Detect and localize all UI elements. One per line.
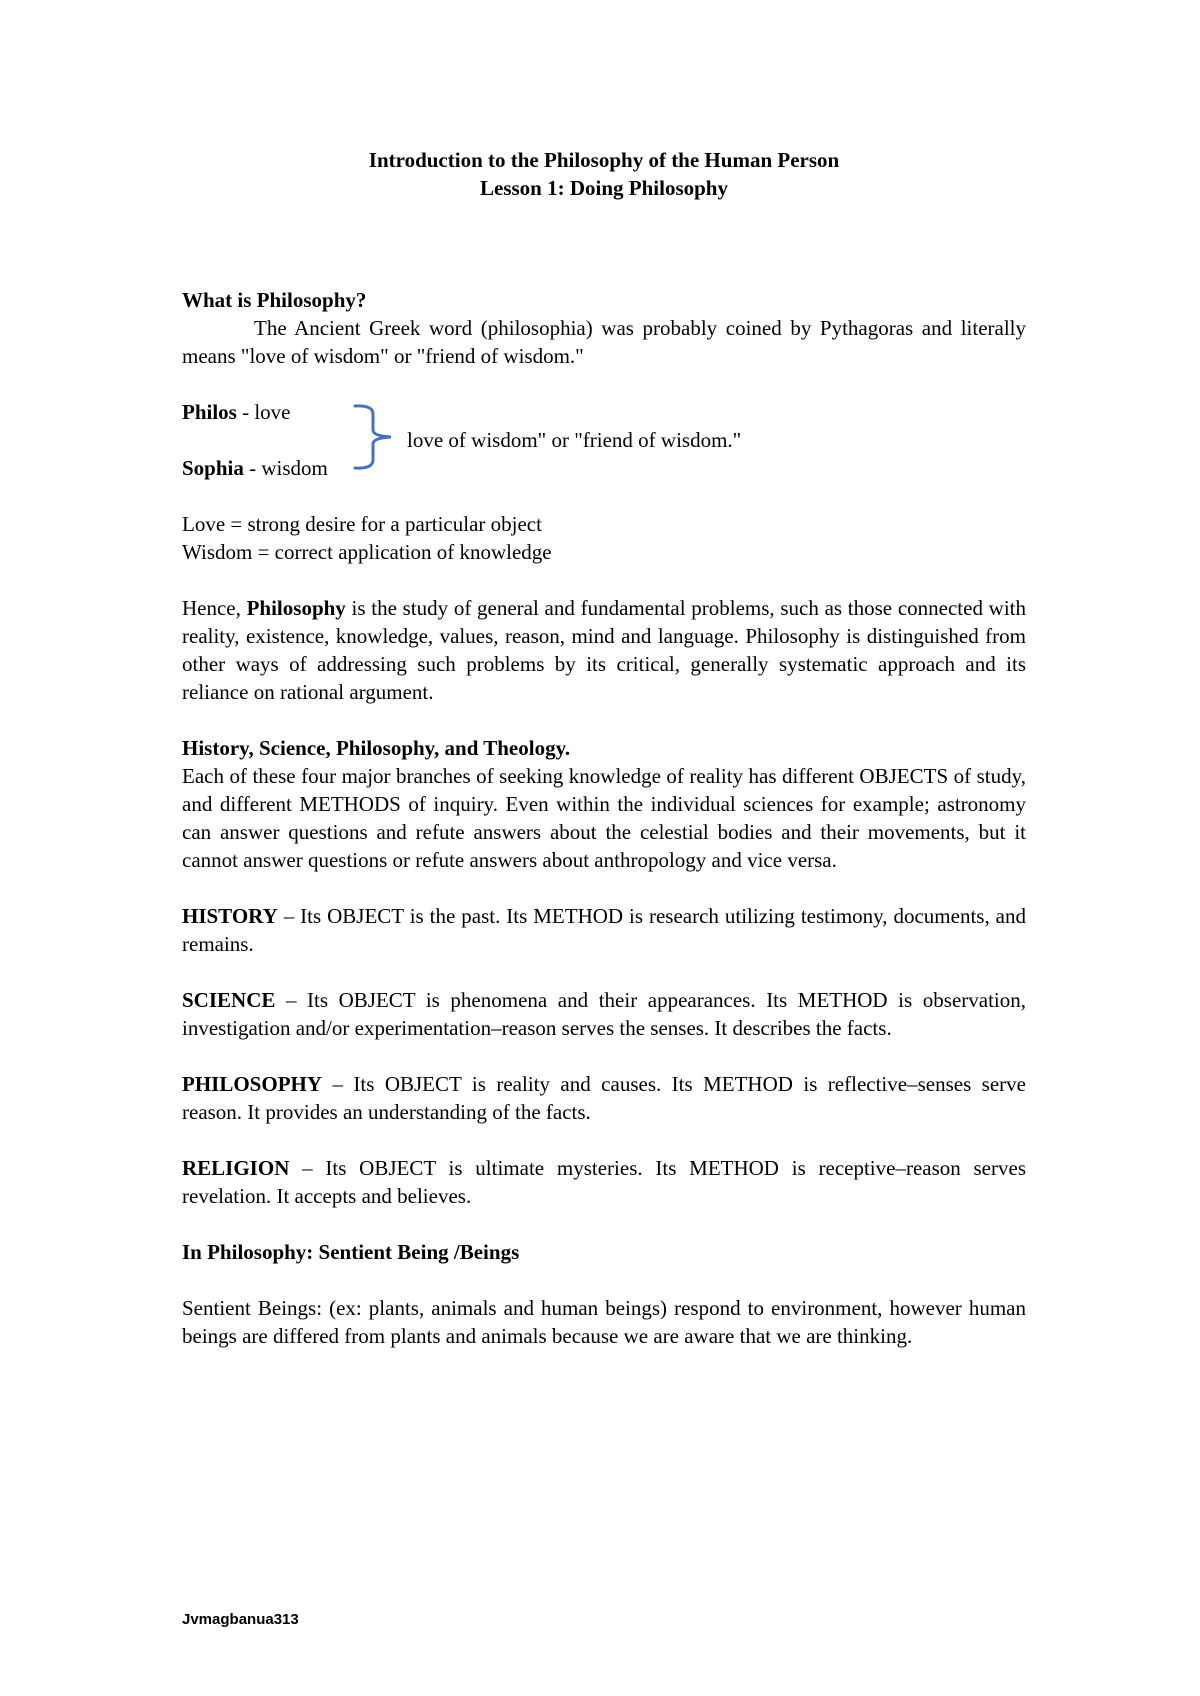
love-definition: Love = strong desire for a particular object (182, 512, 542, 536)
branches-paragraph: Each of these four major branches of seeking knowledge of reality has different OBJECTS of study, and different METHODS of inquiry. Even within the individual sciences for example; astronomy can answer questions and refute answers about the celestial bodies and their movements, but it cannot answer questions or refute answers about anthropology and vice versa. (182, 764, 1026, 872)
sentient-heading: In Philosophy: Sentient Being /Beings (182, 1240, 520, 1264)
hence-lead: Hence, (182, 596, 247, 620)
science-text: – Its OBJECT is phenomena and their appearances. Its METHOD is observation, investigation and/or experimentation–reason serves the senses. It describes the facts. (182, 988, 1026, 1040)
history-text: – Its OBJECT is the past. Its METHOD is research utilizing testimony, documents, and remains. (182, 904, 1026, 956)
sophia-definition: - wisdom (243, 456, 328, 480)
wisdom-definition: Wisdom = correct application of knowledge (182, 540, 552, 564)
combined-meaning: love of wisdom" or "friend of wisdom." (407, 428, 742, 452)
sophia-term: Sophia (182, 456, 244, 480)
curly-brace-icon (351, 402, 395, 472)
religion-term: RELIGION (182, 1156, 290, 1180)
philosophy-branch-term: PHILOSOPHY (182, 1072, 323, 1096)
etymology-block (182, 398, 1026, 482)
lesson-subtitle: Lesson 1: Doing Philosophy (480, 176, 728, 200)
what-is-heading: What is Philosophy? (182, 288, 367, 312)
philos-term: Philos (182, 400, 237, 424)
document-title: Introduction to the Philosophy of the Human Person (368, 148, 840, 172)
hence-rest: is the study of general and fundamental problems, such as those connected with reality, existence, knowledge, values, reason, mind and language. Philosophy is distinguished from other ways of addressing such problems by its critical, generally systematic approach and its reliance on rational argument. (182, 596, 1026, 704)
what-is-paragraph: The Ancient Greek word (philosophia) was probably coined by Pythagoras and literally means "love of wisdom" or "friend of wisdom." (182, 316, 1026, 368)
philosophy-paragraph (182, 1070, 1026, 1126)
science-term: SCIENCE (182, 988, 276, 1012)
philos-definition: - love (236, 400, 291, 424)
philosophy-text: – Its OBJECT is reality and causes. Its METHOD is reflective–senses serve reason. It provides an understanding of the facts. (182, 1072, 1026, 1124)
history-paragraph (182, 902, 1026, 958)
philos-line (182, 398, 291, 426)
sentient-paragraph: Sentient Beings: (ex: plants, animals and human beings) respond to environment, however human beings are differed from plants and animals because we are aware that we are thinking. (182, 1296, 1026, 1348)
philosophy-term: Philosophy (246, 596, 346, 620)
hence-paragraph (182, 594, 1026, 706)
science-paragraph (182, 986, 1026, 1042)
branches-heading: History, Science, Philosophy, and Theology. (182, 736, 571, 760)
religion-text: – Its OBJECT is ultimate mysteries. Its METHOD is receptive–reason serves revelation. It accepts and believes. (182, 1156, 1026, 1208)
history-term: HISTORY (182, 904, 278, 928)
religion-paragraph (182, 1154, 1026, 1210)
sophia-line (182, 454, 328, 482)
footer-author: Jvmagbanua313 (182, 1611, 299, 1628)
document-body (182, 146, 1026, 1350)
